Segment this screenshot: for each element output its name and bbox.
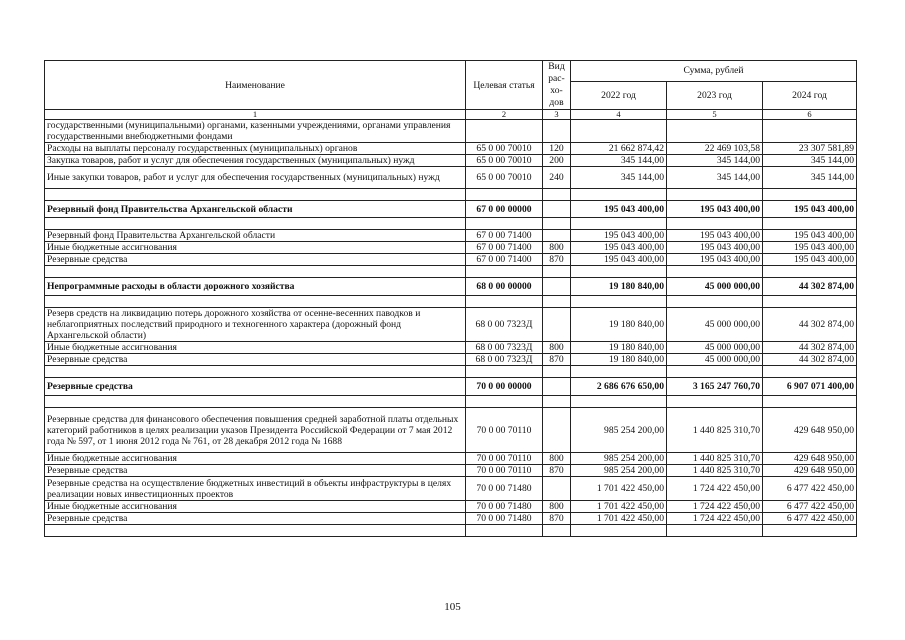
table-row [45,378,857,396]
row-sum-2022-cell [571,525,667,537]
row-vid-cell [543,278,571,296]
row-sum-2022-cell: 985 254 200,00 [571,408,667,453]
row-vid-cell [543,525,571,537]
row-name-cell [45,218,466,230]
col-index-4: 4 [571,110,667,120]
row-sum-2023-cell [667,218,763,230]
spacer-row [45,366,857,378]
row-vid-cell: 800 [543,242,571,254]
table-row [45,143,857,155]
row-vid-cell [543,378,571,396]
row-sum-2023-cell: 1 724 422 450,00 [667,501,763,513]
row-target-cell: 68 0 00 7323Д [466,354,543,366]
row-target-cell [466,396,543,408]
row-vid-cell [543,266,571,278]
row-sum-2022-cell: 1 701 422 450,00 [571,477,667,501]
spacer-row [45,396,857,408]
col-index-6: 6 [763,110,857,120]
row-name-cell: Расходы на выплаты персоналу государственных (муниципальных) органов [45,143,466,155]
row-sum-2024-cell: 6 477 422 450,00 [763,501,857,513]
row-sum-2022-cell: 19 180 840,00 [571,354,667,366]
row-target-cell: 70 0 00 70110 [466,408,543,453]
row-vid-cell: 870 [543,354,571,366]
row-target-cell: 65 0 00 70010 [466,167,543,189]
row-sum-2024-cell: 195 043 400,00 [763,242,857,254]
row-sum-2022-cell: 195 043 400,00 [571,254,667,266]
row-sum-2023-cell: 1 724 422 450,00 [667,513,763,525]
row-sum-2024-cell: 195 043 400,00 [763,201,857,218]
col-index-1: 1 [45,110,466,120]
row-sum-2024-cell: 6 477 422 450,00 [763,477,857,501]
header-vid: Вид рас-хо-дов [543,61,571,110]
row-sum-2022-cell: 19 180 840,00 [571,342,667,354]
row-name-cell [45,525,466,537]
row-sum-2024-cell [763,189,857,201]
row-name-cell: Непрограммные расходы в области дорожного хозяйства [45,278,466,296]
row-vid-cell [543,408,571,453]
header-sum: Сумма, рублей [571,61,857,82]
row-target-cell: 70 0 00 71480 [466,477,543,501]
page-number: 105 [444,601,461,613]
row-name-cell [45,366,466,378]
row-sum-2024-cell: 6 907 071 400,00 [763,378,857,396]
row-sum-2023-cell: 195 043 400,00 [667,230,763,242]
row-name-cell: Закупка товаров, работ и услуг для обеспечения государственных (муниципальных) нужд [45,155,466,167]
row-sum-2023-cell: 22 469 103,58 [667,143,763,155]
row-vid-cell [543,201,571,218]
row-sum-2023-cell: 1 724 422 450,00 [667,477,763,501]
table-row [45,408,857,453]
header-year-2022: 2022 год [571,81,667,109]
row-sum-2023-cell [667,366,763,378]
row-sum-2022-cell: 985 254 200,00 [571,465,667,477]
row-target-cell [466,366,543,378]
row-name-cell [45,296,466,308]
table-row [45,354,857,366]
row-sum-2023-cell: 1 440 825 310,70 [667,465,763,477]
row-sum-2023-cell [667,525,763,537]
row-sum-2022-cell [571,120,667,143]
row-sum-2024-cell [763,396,857,408]
row-sum-2023-cell [667,266,763,278]
table-row [45,230,857,242]
row-sum-2024-cell [763,296,857,308]
col-index-2: 2 [466,110,543,120]
row-sum-2022-cell [571,366,667,378]
row-sum-2023-cell: 345 144,00 [667,167,763,189]
spacer-row [45,525,857,537]
table-row [45,278,857,296]
row-target-cell [466,218,543,230]
table-row [45,155,857,167]
spacer-row [45,296,857,308]
row-name-cell: Резервные средства на осуществление бюджетных инвестиций в объекты инфраструктуры в целях реализации новых инвестиционных проектов [45,477,466,501]
row-sum-2024-cell: 429 648 950,00 [763,408,857,453]
row-vid-cell [543,120,571,143]
row-sum-2024-cell: 345 144,00 [763,167,857,189]
row-target-cell: 67 0 00 71400 [466,254,543,266]
col-index-3: 3 [543,110,571,120]
row-target-cell: 68 0 00 00000 [466,278,543,296]
spacer-row [45,189,857,201]
row-target-cell: 70 0 00 00000 [466,378,543,396]
row-target-cell: 67 0 00 71400 [466,242,543,254]
row-sum-2024-cell [763,120,857,143]
row-vid-cell [543,189,571,201]
col-index-5: 5 [667,110,763,120]
row-name-cell: Резервные средства [45,513,466,525]
row-sum-2022-cell [571,218,667,230]
row-sum-2023-cell: 1 440 825 310,70 [667,408,763,453]
row-sum-2023-cell: 1 440 825 310,70 [667,453,763,465]
row-target-cell: 67 0 00 71400 [466,230,543,242]
row-sum-2023-cell: 45 000 000,00 [667,354,763,366]
row-target-cell: 70 0 00 71480 [466,513,543,525]
row-sum-2024-cell: 44 302 874,00 [763,308,857,342]
table-body [45,120,857,537]
table-row [45,477,857,501]
row-name-cell: Резервные средства [45,354,466,366]
row-sum-2024-cell: 195 043 400,00 [763,230,857,242]
row-sum-2023-cell [667,189,763,201]
row-vid-cell [543,396,571,408]
row-target-cell: 65 0 00 70010 [466,143,543,155]
row-name-cell: Резервный фонд Правительства Архангельской области [45,201,466,218]
table-row [45,501,857,513]
row-sum-2022-cell: 195 043 400,00 [571,242,667,254]
table-row [45,242,857,254]
row-sum-2022-cell: 345 144,00 [571,155,667,167]
row-sum-2023-cell: 45 000 000,00 [667,308,763,342]
row-sum-2024-cell: 429 648 950,00 [763,465,857,477]
table-row [45,513,857,525]
row-sum-2024-cell: 6 477 422 450,00 [763,513,857,525]
spacer-row [45,218,857,230]
row-vid-cell [543,218,571,230]
row-sum-2022-cell: 1 701 422 450,00 [571,513,667,525]
row-vid-cell: 800 [543,453,571,465]
row-sum-2022-cell [571,296,667,308]
row-sum-2023-cell [667,396,763,408]
row-sum-2024-cell: 195 043 400,00 [763,254,857,266]
row-name-cell: государственными (муниципальными) органами, казенными учреждениями, органами управления государственными внебюджетными фондами [45,120,466,143]
row-sum-2022-cell [571,396,667,408]
row-sum-2024-cell: 44 302 874,00 [763,354,857,366]
row-name-cell: Резервные средства для финансового обеспечения повышения средней заработной платы отдельных категорий работников в целях реализации указов Президента Российской Федерации от 7 мая 2012 года № 597, от 1 июня 2012 года № 761, от 28 декабря 2012 года № 1688 [45,408,466,453]
row-sum-2024-cell: 429 648 950,00 [763,453,857,465]
row-target-cell [466,525,543,537]
row-vid-cell [543,296,571,308]
row-sum-2022-cell: 985 254 200,00 [571,453,667,465]
budget-table-sheet [44,60,856,537]
row-sum-2023-cell: 345 144,00 [667,155,763,167]
row-vid-cell: 870 [543,254,571,266]
row-sum-2022-cell: 1 701 422 450,00 [571,501,667,513]
row-vid-cell [543,366,571,378]
row-sum-2023-cell: 195 043 400,00 [667,242,763,254]
header-name: Наименование [45,61,466,110]
row-name-cell: Иные бюджетные ассигнования [45,453,466,465]
row-sum-2022-cell: 195 043 400,00 [571,201,667,218]
table-row [45,201,857,218]
row-sum-2023-cell [667,120,763,143]
table-row [45,308,857,342]
row-sum-2022-cell: 2 686 676 650,00 [571,378,667,396]
row-sum-2024-cell [763,525,857,537]
row-sum-2024-cell: 345 144,00 [763,155,857,167]
row-sum-2024-cell: 44 302 874,00 [763,278,857,296]
row-name-cell: Иные бюджетные ассигнования [45,342,466,354]
table-row [45,120,857,143]
budget-table [44,60,857,537]
row-target-cell [466,120,543,143]
table-row [45,167,857,189]
row-vid-cell: 240 [543,167,571,189]
row-target-cell: 70 0 00 71480 [466,501,543,513]
row-target-cell [466,189,543,201]
row-sum-2023-cell: 45 000 000,00 [667,278,763,296]
row-name-cell: Резервный фонд Правительства Архангельской области [45,230,466,242]
row-sum-2022-cell [571,266,667,278]
row-target-cell [466,296,543,308]
row-target-cell: 70 0 00 70110 [466,453,543,465]
row-vid-cell: 120 [543,143,571,155]
spacer-row [45,266,857,278]
header-target: Целевая статья [466,61,543,110]
row-vid-cell [543,308,571,342]
row-sum-2024-cell [763,218,857,230]
row-name-cell: Резервные средства [45,254,466,266]
row-name-cell: Иные бюджетные ассигнования [45,242,466,254]
row-vid-cell [543,230,571,242]
row-sum-2023-cell: 3 165 247 760,70 [667,378,763,396]
row-vid-cell: 800 [543,342,571,354]
row-sum-2022-cell: 19 180 840,00 [571,278,667,296]
row-target-cell [466,266,543,278]
row-sum-2023-cell: 195 043 400,00 [667,201,763,218]
row-vid-cell [543,477,571,501]
row-name-cell [45,189,466,201]
row-vid-cell: 870 [543,465,571,477]
table-row [45,453,857,465]
row-name-cell: Резервные средства [45,465,466,477]
header-year-2024: 2024 год [763,81,857,109]
row-sum-2023-cell: 45 000 000,00 [667,342,763,354]
row-sum-2024-cell: 44 302 874,00 [763,342,857,354]
table-row [45,342,857,354]
row-name-cell: Иные бюджетные ассигнования [45,501,466,513]
row-name-cell: Резерв средств на ликвидацию потерь дорожного хозяйства от осенне-весенних паводков и неблагоприятных последствий природного и техногенного характера (дорожный фонд Архангельской области) [45,308,466,342]
row-sum-2023-cell [667,296,763,308]
row-target-cell: 68 0 00 7323Д [466,342,543,354]
row-sum-2022-cell: 21 662 874,42 [571,143,667,155]
row-name-cell: Резервные средства [45,378,466,396]
row-vid-cell: 800 [543,501,571,513]
row-name-cell [45,266,466,278]
row-sum-2022-cell: 195 043 400,00 [571,230,667,242]
table-row [45,465,857,477]
row-sum-2024-cell [763,266,857,278]
row-sum-2023-cell: 195 043 400,00 [667,254,763,266]
row-name-cell [45,396,466,408]
row-target-cell: 68 0 00 7323Д [466,308,543,342]
row-target-cell: 67 0 00 00000 [466,201,543,218]
row-target-cell: 65 0 00 70010 [466,155,543,167]
row-name-cell: Иные закупки товаров, работ и услуг для обеспечения государственных (муниципальных) нужд [45,167,466,189]
header-year-2023: 2023 год [667,81,763,109]
row-target-cell: 70 0 00 70110 [466,465,543,477]
row-sum-2022-cell: 19 180 840,00 [571,308,667,342]
row-sum-2024-cell [763,366,857,378]
row-sum-2024-cell: 23 307 581,89 [763,143,857,155]
row-sum-2022-cell: 345 144,00 [571,167,667,189]
row-vid-cell: 870 [543,513,571,525]
table-row [45,254,857,266]
row-vid-cell: 200 [543,155,571,167]
row-sum-2022-cell [571,189,667,201]
